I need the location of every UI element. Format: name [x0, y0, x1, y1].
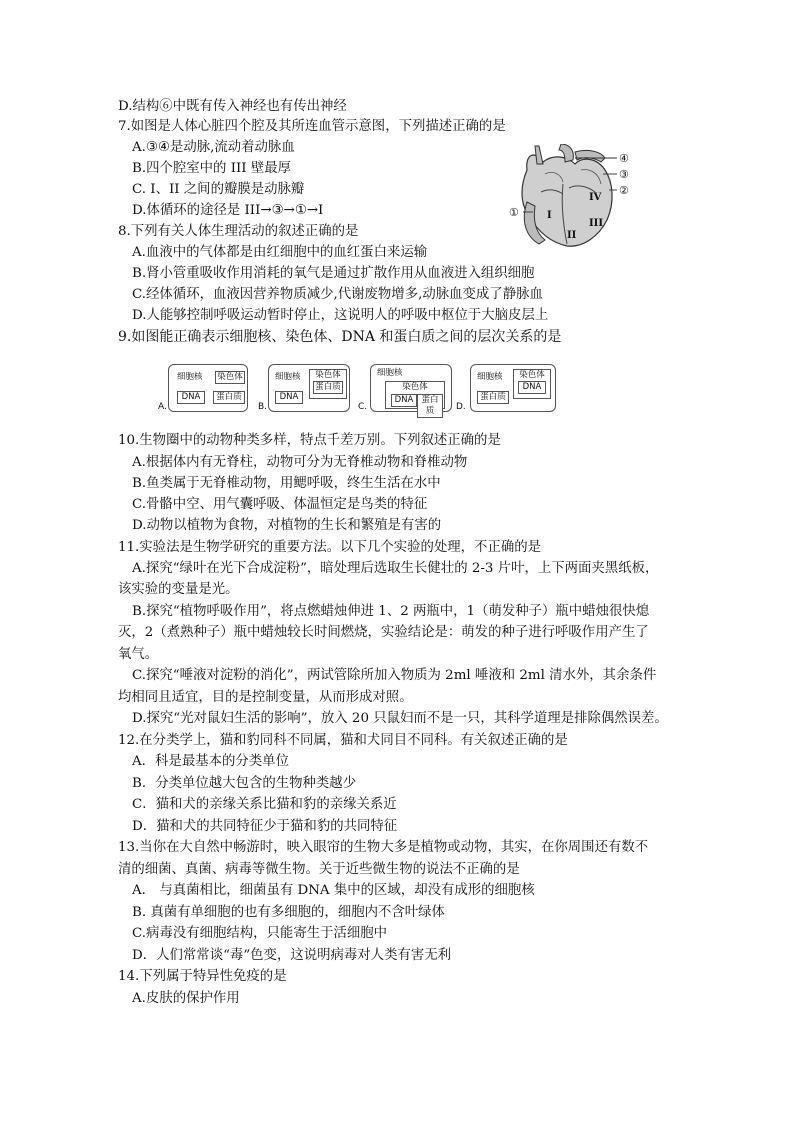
q9-a-nucleus: 细胞核	[177, 372, 203, 382]
q13-stem-cont: 清的细菌、真菌、病毒等微生物。关于近些微生物的说法不正确的是	[118, 862, 520, 877]
q9-option-b-box	[268, 364, 350, 412]
q8-stem: 8.下列有关人体生理活动的叙述正确的是	[118, 224, 359, 239]
q9-d-dna: DNA	[518, 381, 546, 394]
q13-option-b: B. 真菌有单细胞的也有多细胞的，细胞内不含叶绿体	[132, 905, 445, 920]
chamber-III: III	[589, 218, 604, 229]
q9-d-protein: 蛋白质	[477, 391, 509, 404]
q11-option-b-cont: 灭，2（煮熟种子）瓶中蜡烛较长时间燃烧，实验结论是：萌发的种子进行呼吸作用产生了	[118, 625, 649, 640]
q11-option-c-cont: 均相同且适宜，目的是控制变量，从而形成对照。	[118, 690, 413, 705]
q9-a-label: A.	[158, 402, 167, 412]
q9-d-label: D.	[456, 402, 466, 412]
q9-option-a-box	[168, 364, 248, 412]
q14-option-a: A.皮肤的保护作用	[132, 991, 240, 1006]
q7-stem: 7.如图是人体心脏四个腔及其所连血管示意图，下列描述正确的是	[118, 119, 506, 134]
q6-option-d: D.结构⑥中既有传入神经也有传出神经	[118, 99, 347, 114]
chamber-IV: IV	[589, 192, 602, 203]
heart-diagram	[505, 144, 650, 252]
q12-option-b: B．分类单位越大包含的生物种类越少	[132, 776, 357, 791]
q9-b-label: B.	[258, 402, 268, 412]
q9-c-dna: DNA	[391, 394, 417, 407]
q9-d-chromosome-box	[513, 369, 551, 399]
q9-c-chromosome: 染色体	[402, 382, 428, 392]
q11-option-b-cont2: 氧气。	[118, 647, 159, 662]
q9-a-protein: 蛋白质	[213, 391, 245, 404]
q13-option-a: A． 与真菌相比，细菌虽有 DNA 集中的区域，却没有成形的细胞核	[132, 883, 535, 898]
q9-b-protein: 蛋白质	[313, 381, 343, 394]
q11-stem: 11.实验法是生物学研究的重要方法。以下几个实验的处理，不正确的是	[118, 540, 542, 555]
callout-1: ①	[509, 206, 519, 219]
q9-d-nucleus: 细胞核	[477, 372, 503, 382]
q13-option-d: D．人们常常谈“毒”色变，这说明病毒对人类有害无利	[132, 948, 452, 963]
callout-2: ②	[619, 184, 629, 197]
q10-option-b: B.鱼类属于无脊椎动物，用鳃呼吸，终生生活在水中	[132, 476, 441, 491]
callout-3: ③	[619, 168, 629, 181]
q9-b-nucleus: 细胞核	[275, 372, 301, 382]
q7-option-d: D.体循环的途径是 III→③→①→I	[132, 203, 324, 218]
q10-stem: 10.生物圈中的动物种类多样，特点千差万别。下列叙述正确的是	[118, 433, 501, 448]
q11-option-a: A.探究“绿叶在光下合成淀粉”，暗处理后选取生长健壮的 2-3 片叶，上下两面夹黑纸板，	[132, 561, 659, 576]
q11-option-c: C.探究“唾液对淀粉的消化”，两试管除所加入物质为 2ml 唾液和 2ml 清水外，其余条件	[132, 668, 657, 683]
q9-c-nucleus: 细胞核	[377, 368, 403, 378]
q7-option-c: C. I、II 之间的瓣膜是动脉瓣	[132, 182, 305, 197]
q11-option-b: B.探究“植物呼吸作用”，将点燃蜡烛伸进 1、2 两瓶中，1（萌发种子）瓶中蜡烛很快熄	[132, 604, 650, 619]
q11-option-d: D.探究“光对鼠妇生活的影响”，放入 20 只鼠妇而不是一只，其科学道理是排除偶然误差。	[132, 711, 668, 726]
q13-option-c: C.病毒没有细胞结构，只能寄生于活细胞中	[132, 926, 388, 941]
q9-c-protein: 蛋白质	[417, 394, 443, 418]
q9-b-chromosome-box	[309, 369, 347, 399]
q14-stem: 14.下列属于特异性免疫的是	[118, 969, 287, 984]
q10-option-c: C.骨骼中空、用气囊呼吸、体温恒定是鸟类的特征	[132, 497, 428, 512]
q9-option-d-box	[470, 364, 556, 412]
q11-option-a-cont: 该实验的变量是光。	[118, 582, 239, 597]
chamber-I: I	[547, 210, 552, 221]
callout-4: ④	[619, 152, 629, 165]
q9-a-chromosome: 染色体	[215, 371, 245, 384]
q9-option-c-box	[370, 364, 452, 416]
q9-d-chromosome: 染色体	[519, 370, 545, 380]
q9-c-label: C.	[358, 402, 368, 412]
q8-option-d: D.人能够控制呼吸运动暂时停止，这说明人的呼吸中枢位于大脑皮层上	[132, 308, 549, 323]
q12-option-d: D．猫和犬的共同特征少于猫和豹的共同特征	[132, 819, 398, 834]
q8-option-a: A.血液中的气体都是由红细胞中的血红蛋白来运输	[132, 245, 428, 260]
q8-option-b: B.肾小管重吸收作用消耗的氧气是通过扩散作用从血液进入组织细胞	[132, 266, 535, 281]
q9-diagram	[158, 364, 558, 416]
q12-option-c: C．猫和犬的亲缘关系比猫和豹的亲缘关系近	[132, 797, 397, 812]
q7-option-b: B.四个腔室中的 III 壁最厚	[132, 161, 291, 176]
q12-stem: 12.在分类学上，猫和豹同科不同属，猫和犬同目不同科。有关叙述正确的是	[118, 733, 568, 748]
q9-stem: 9.如图能正确表示细胞核、染色体、DNA 和蛋白质之间的层次关系的是	[118, 329, 562, 345]
q10-option-d: D.动物以植物为食物，对植物的生长和繁殖是有害的	[132, 518, 442, 533]
q7-option-a: A.③④是动脉,流动着动脉血	[132, 140, 295, 155]
q9-b-dna: DNA	[275, 391, 303, 404]
chamber-II: II	[567, 230, 577, 241]
q10-option-a: A.根据体内有无脊柱，动物可分为无脊椎动物和脊椎动物	[132, 455, 468, 470]
q13-stem: 13.当你在大自然中畅游时，映入眼帘的生物大多是植物或动物，其实，在你周围还有数不	[118, 840, 649, 855]
q9-b-chromosome: 染色体	[315, 370, 341, 380]
q9-a-dna: DNA	[177, 391, 205, 404]
q8-option-c: C.经体循环，血液因营养物质减少,代谢废物增多,动脉血变成了静脉血	[132, 287, 543, 302]
q12-option-a: A．科是最基本的分类单位	[132, 754, 289, 769]
